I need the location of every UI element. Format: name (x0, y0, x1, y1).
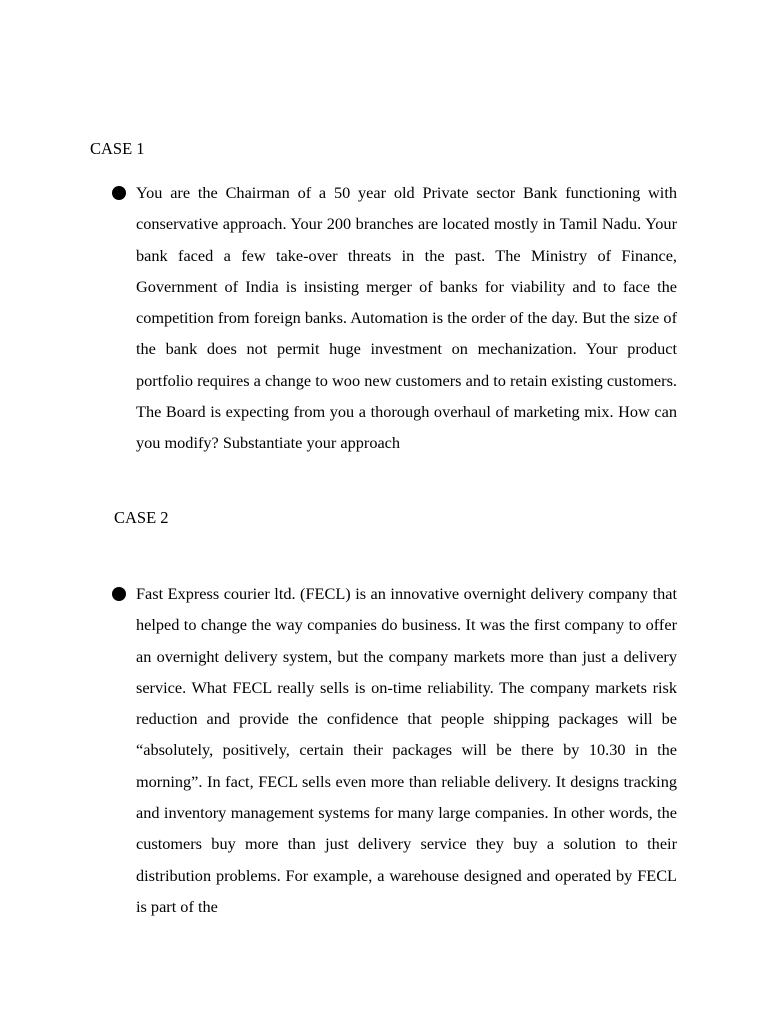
case-2-heading: CASE 2 (114, 508, 169, 527)
case-1-paragraph: You are the Chairman of a 50 year old Private sector Bank functioning with conservative approach. Your 200 branches are located mostly in Tamil Nadu. Your bank faced a few take-over threats in the past. The Ministry of Finance, Government of India is insisting merger of banks for viability and to face the competition from foreign banks. Automation is the order of the day. But the size of the bank does not permit huge investment on mechanization. Your product portfolio requires a change to woo new customers and to retain existing customers. The Board is expecting from you a thorough overhaul of marketing mix. How can you modify? Substantiate your approach (136, 183, 677, 453)
case-2-paragraph: Fast Express courier ltd. (FECL) is an innovative overnight delivery company that helped to change the way companies do business. It was the first company to offer an overnight delivery system, but the company markets more than just a delivery service. What FECL really sells is on-time reliability. The company markets risk reduction and provide the confidence that people shipping packages will be “absolutely, positively, certain their packages will be there by 10.30 in the morning”. In fact, FECL sells even more than reliable delivery. It designs tracking and inventory management systems for many large companies. In other words, the customers buy more than just delivery service they buy a solution to their distribution problems. For example, a warehouse designed and operated by FECL is part of the (136, 584, 677, 916)
bullet-icon (112, 587, 126, 601)
case-1-heading: CASE 1 (90, 139, 145, 158)
bullet-icon (112, 186, 126, 200)
